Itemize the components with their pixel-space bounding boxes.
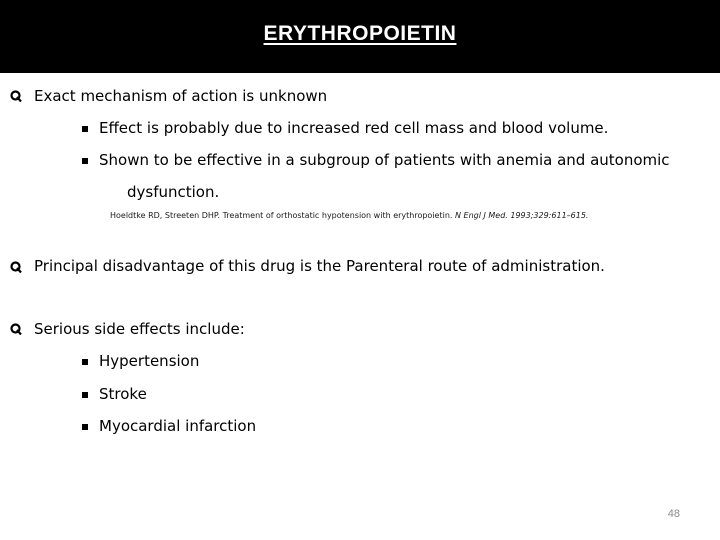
page-number: 48 <box>667 508 680 520</box>
square-bullet-icon <box>82 158 88 164</box>
square-bullet-icon <box>82 424 88 430</box>
slide-title: ERYTHROPOIETIN <box>263 22 457 45</box>
citation <box>110 211 588 220</box>
sub-point-effect: Effect is probably due to increased red cell mass and blood volume. <box>99 119 609 137</box>
q-bullet-icon <box>10 261 22 273</box>
citation-main: Hoeldtke RD, Streeten DHP. Treatment of orthostatic hypotension with erythropoietin. <box>110 211 453 220</box>
point-disadvantage: Principal disadvantage of this drug is the Parenteral route of administration. <box>34 257 605 275</box>
square-bullet-icon <box>82 359 88 365</box>
q-bullet-icon <box>10 323 22 335</box>
side-effect-item: Stroke <box>99 385 147 403</box>
side-effect-item: Hypertension <box>99 352 200 370</box>
citation-journal: N Engl J Med. 1993;329:611–615. <box>454 211 589 220</box>
square-bullet-icon <box>82 126 88 132</box>
sub-point-effective-line1: Shown to be effective in a subgroup of patients with anemia and autonomic <box>99 151 670 169</box>
square-bullet-icon <box>82 392 88 398</box>
point-mechanism: Exact mechanism of action is unknown <box>34 87 328 105</box>
point-side-effects: Serious side effects include: <box>34 320 245 338</box>
side-effect-item: Myocardial infarction <box>99 417 257 435</box>
sub-point-effective-line2: dysfunction. <box>127 183 220 201</box>
q-bullet-icon <box>10 90 22 102</box>
